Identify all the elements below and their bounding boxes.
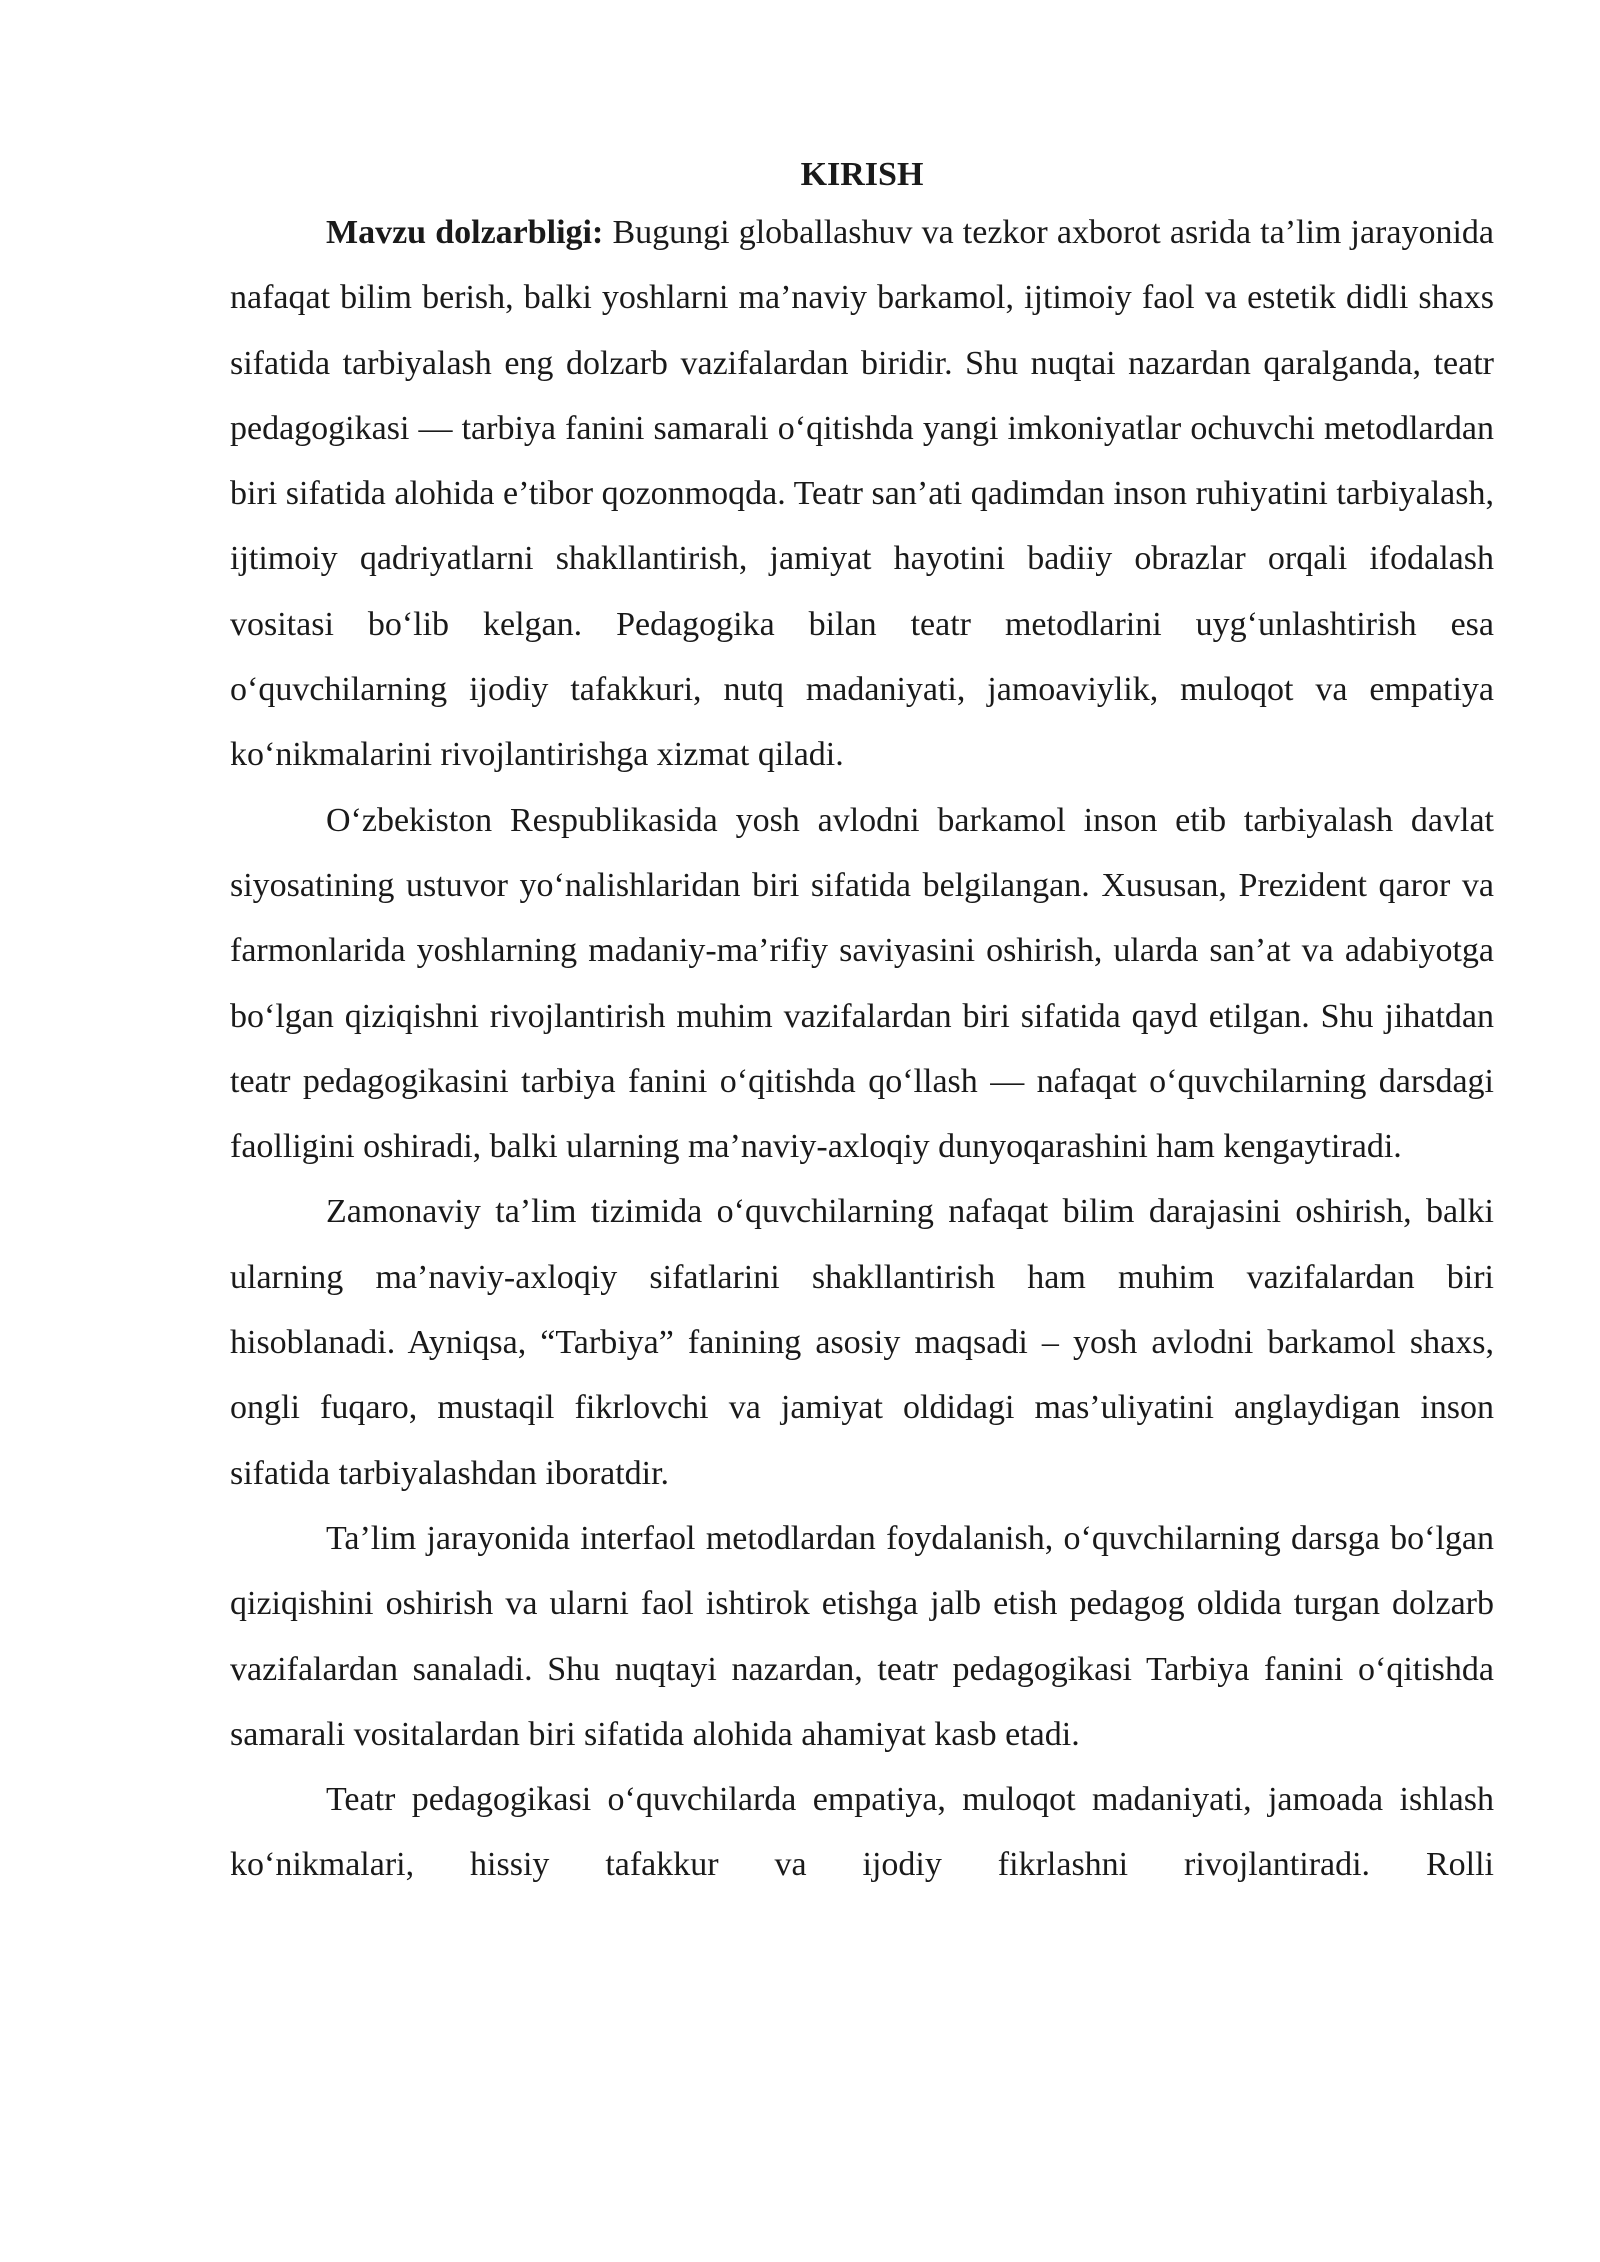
page-title: KIRISH <box>800 156 924 193</box>
paragraph-2: O‘zbekiston Respublikasida yosh avlodni barkamol inson etib tarbiyalash davlat siyosatining ustuvor yo‘nalishlaridan biri sifatida belgilangan. Xususan, Prezident qaror va farmonlarida yoshlarning madaniy-ma’rifiy saviyasini oshirish, ularda san’at va adabiyotga bo‘lgan qiziqishni rivojlantirish muhim vazifalardan biri sifatida qayd etilgan. Shu jihatdan teatr pedagogikasini tarbiya fanini o‘qitishda qo‘llash — nafaqat o‘quvchilarning darsdagi faolligini oshiradi, balki ularning ma’naviy-axloqiy dunyoqarashini ham kengaytiradi. <box>230 801 1494 1166</box>
paragraph-3: Zamonaviy ta’lim tizimida o‘quvchilarning nafaqat bilim darajasini oshirish, balki ularning ma’naviy-axloqiy sifatlarini shakllantirish ham muhim vazifalardan biri hisoblanadi. Ayniqsa, “Tarbiya” fanining asosiy maqsadi – yosh avlodni barkamol shaxs, ongli fuqaro, mustaqil fikrlovchi va jamiyat oldidagi mas’uliyatini anglaydigan inson sifatida tarbiyalashdan iboratdir. <box>230 1193 1494 1492</box>
paragraph-4: Ta’lim jarayonida interfaol metodlardan foydalanish, o‘quvchilarning darsga bo‘lgan qiziqishini oshirish va ularni faol ishtirok etishga jalb etish pedagog oldida turgan dolzarb vazifalardan sanaladi. Shu nuqtayi nazardan, teatr pedagogikasi Tarbiya fanini o‘qitishda samarali vositalardan biri sifatida alohida ahamiyat kasb etadi. <box>230 1519 1494 1753</box>
paragraph-text: Bugungi globallashuv va tezkor axborot asrida ta’lim jarayonida nafaqat bilim berish, balki yoshlarni ma’naviy barkamol, ijtimoiy faol va estetik didli shaxs sifatida tarbiyalash eng dolzarb vazifalardan biridir. Shu nuqtai nazardan qaralganda, teatr pedagogikasi — tarbiya fanini samarali o‘qitishda yangi imkoniyatlar ochuvchi metodlardan biri sifatida alohida e’tibor qozonmoqda. Teatr san’ati qadimdan inson ruhiyatini tarbiyalash, ijtimoiy qadriyatlarni shakllantirish, jamiyat hayotini badiiy obrazlar orqali ifodalash vositasi bo‘lib kelgan. Pedagogika bilan teatr metodlarini uyg‘unlashtirish esa o‘quvchilarning ijodiy tafakkuri, nutq madaniyati, jamoaviylik, muloqot va empatiya ko‘nikmalarini rivojlantirishga xizmat qiladi. <box>230 214 1494 774</box>
paragraph-5: Teatr pedagogikasi o‘quvchilarda empatiya, muloqot madaniyati, jamoada ishlash ko‘nikmalari, hissiy tafakkur va ijodiy fikrlashni rivojlantiradi. Rolli <box>230 1781 1494 1884</box>
paragraph-1 <box>230 200 1494 788</box>
paragraph-lead: Mavzu dolzarbligi: <box>326 214 604 251</box>
document-page <box>230 150 1494 1898</box>
